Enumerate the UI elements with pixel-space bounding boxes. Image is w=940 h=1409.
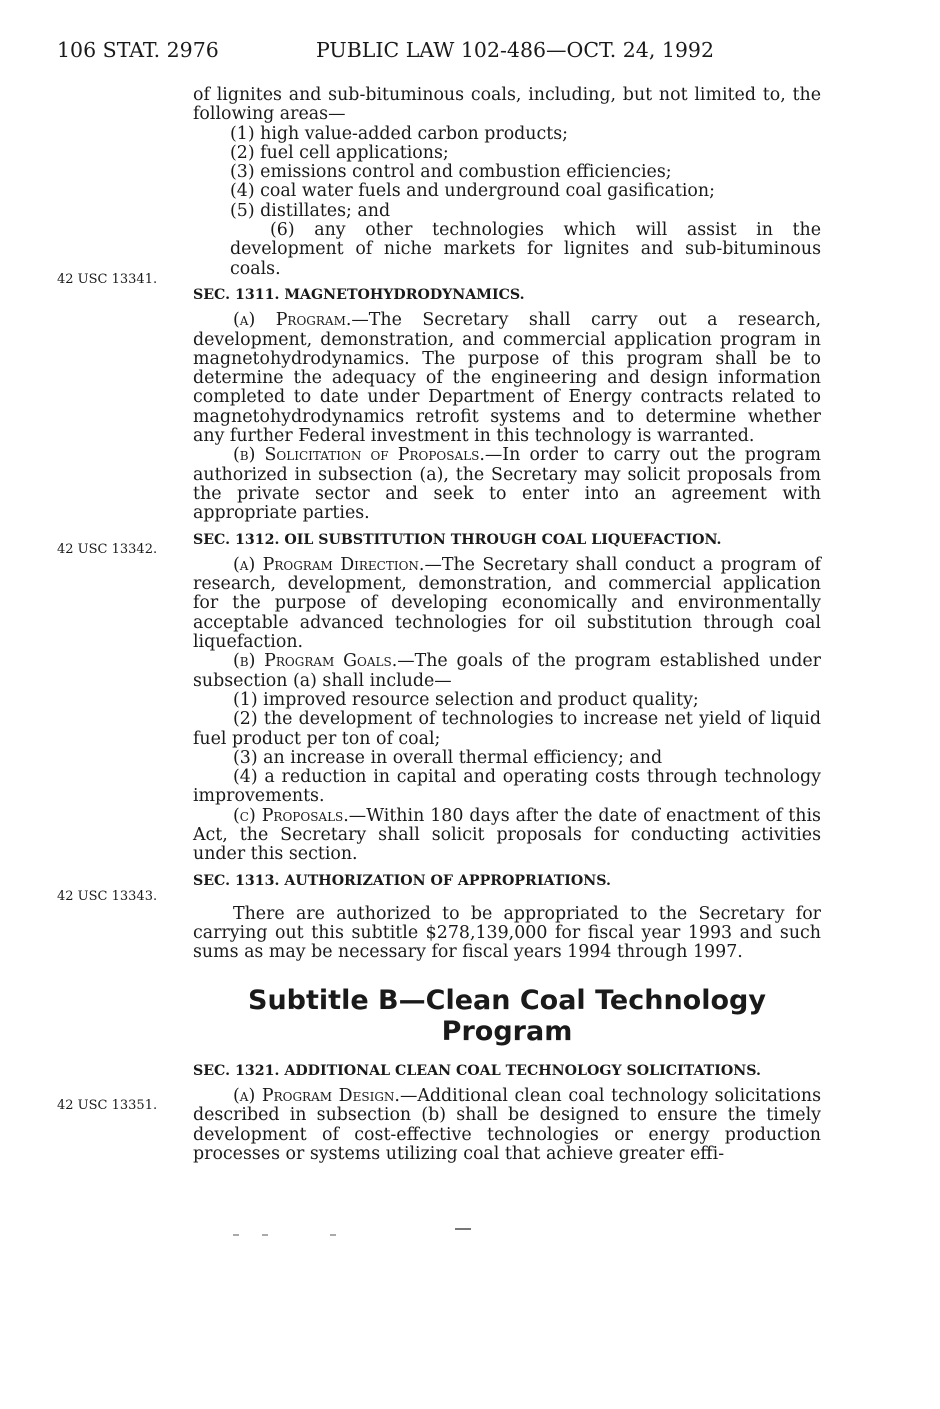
subsection-label: (c) Proposals. [233,805,349,826]
print-mark [455,1228,471,1230]
subsection-label: (a) Program Design. [233,1086,400,1107]
intro-item: (5) distillates; and [230,200,391,221]
body-text [193,86,821,1164]
section-1312-heading: SEC. 1312. OIL SUBSTITUTION THROUGH COAL LIQUEFACTION. [193,531,722,548]
subsection-text: —Additional clean coal technology solicitations described in subsection (b) shall be designed to ensure the timely development of cost-effective technologies or energy production processes or systems utilizing coal that achieve greater effi- [193,1086,822,1164]
margin-note-13342: 42 USC 13342. [57,542,158,557]
section-1321-heading: SEC. 1321. ADDITIONAL CLEAN COAL TECHNOLOGY SOLICITATIONS. [193,1062,761,1079]
subsection-text: —The goals of the program established under subsection (a) shall include— [193,651,821,691]
section-1313-text: There are authorized to be appropriated to the Secretary for carrying out this subtitle $278,139,000 for fiscal year 1993 and such sums as may be necessary for fiscal years 1994 through 1997. [193,903,821,963]
intro-item: (1) high value-added carbon products; [230,123,569,144]
section-1311-a [193,311,821,446]
subtitle-b-heading: Subtitle B—Clean Coal Technology Program [248,984,766,1047]
intro-item: (6) any other technologies which will assist in the development of niche markets for lignites and sub-bituminous coals. [230,220,821,279]
subsection-label: (a) Program Direction. [233,554,425,575]
print-mark [262,1234,268,1236]
section-1312-b [193,652,821,691]
section-1313-heading: SEC. 1313. AUTHORIZATION OF APPROPRIATIONS. [193,872,611,889]
section-1312-c [193,807,821,865]
print-mark [233,1234,239,1236]
intro-item: (3) emissions control and combustion efficiencies; [230,162,672,183]
margin-note-13343: 42 USC 13343. [57,889,158,904]
public-law-citation: PUBLIC LAW 102-486—OCT. 24, 1992 [316,38,715,62]
section-1311-b [193,446,821,523]
intro-lead: of lignites and sub-bituminous coals, including, but not limited to, the following areas— [193,85,821,125]
section-1312-a [193,556,821,652]
section-1311-heading: SEC. 1311. MAGNETOHYDRODYNAMICS. [193,286,525,303]
subsection-text: —In order to carry out the program authorized in subsection (a), the Secretary may solicit proposals from the private sector and seek to enter into an agreement with appropriate parties. [193,445,821,524]
goal-item: (3) an increase in overall thermal efficiency; and [233,747,663,768]
subsection-text: —Within 180 days after the date of enactment of this Act, the Secretary shall solicit proposals for conducting activities under this section. [193,805,821,865]
subsection-text: —The Secretary shall carry out a research, development, demonstration, and commercial application program in magnetohydrodynamics. The purpose of this program shall be to determine the adequacy of the engineering and design information completed to date under Department of Energy contracts related to magnetohydrodynamics retrofit systems and to determine whether any further Federal investment in this technology is warranted. [193,310,821,447]
subsection-label: (b) Solicitation of Proposals. [233,445,485,466]
goal-item: (4) a reduction in capital and operating costs through technology improvements. [193,767,821,807]
margin-note-13351: 42 USC 13351. [57,1098,158,1113]
subsection-label: (a) Program. [233,310,352,331]
print-mark [330,1234,336,1236]
intro-item: (2) fuel cell applications; [230,142,449,163]
subsection-label: (b) Program Goals. [233,651,398,672]
margin-note-13341: 42 USC 13341. [57,272,158,287]
subsection-text: —The Secretary shall conduct a program of research, development, demonstration, and commercial application for the purpose of developing economically and environmentally acceptable advanced technologies for oil substitution through coal liquefaction. [193,554,821,653]
page-header [57,38,817,68]
intro-item: (4) coal water fuels and underground coal gasification; [230,181,715,202]
stat-page-number: 106 STAT. 2976 [57,38,219,62]
section-1321-a [193,1087,821,1164]
goal-item: (1) improved resource selection and product quality; [233,689,699,710]
goal-item: (2) the development of technologies to increase net yield of liquid fuel product per ton of coal; [193,709,821,749]
